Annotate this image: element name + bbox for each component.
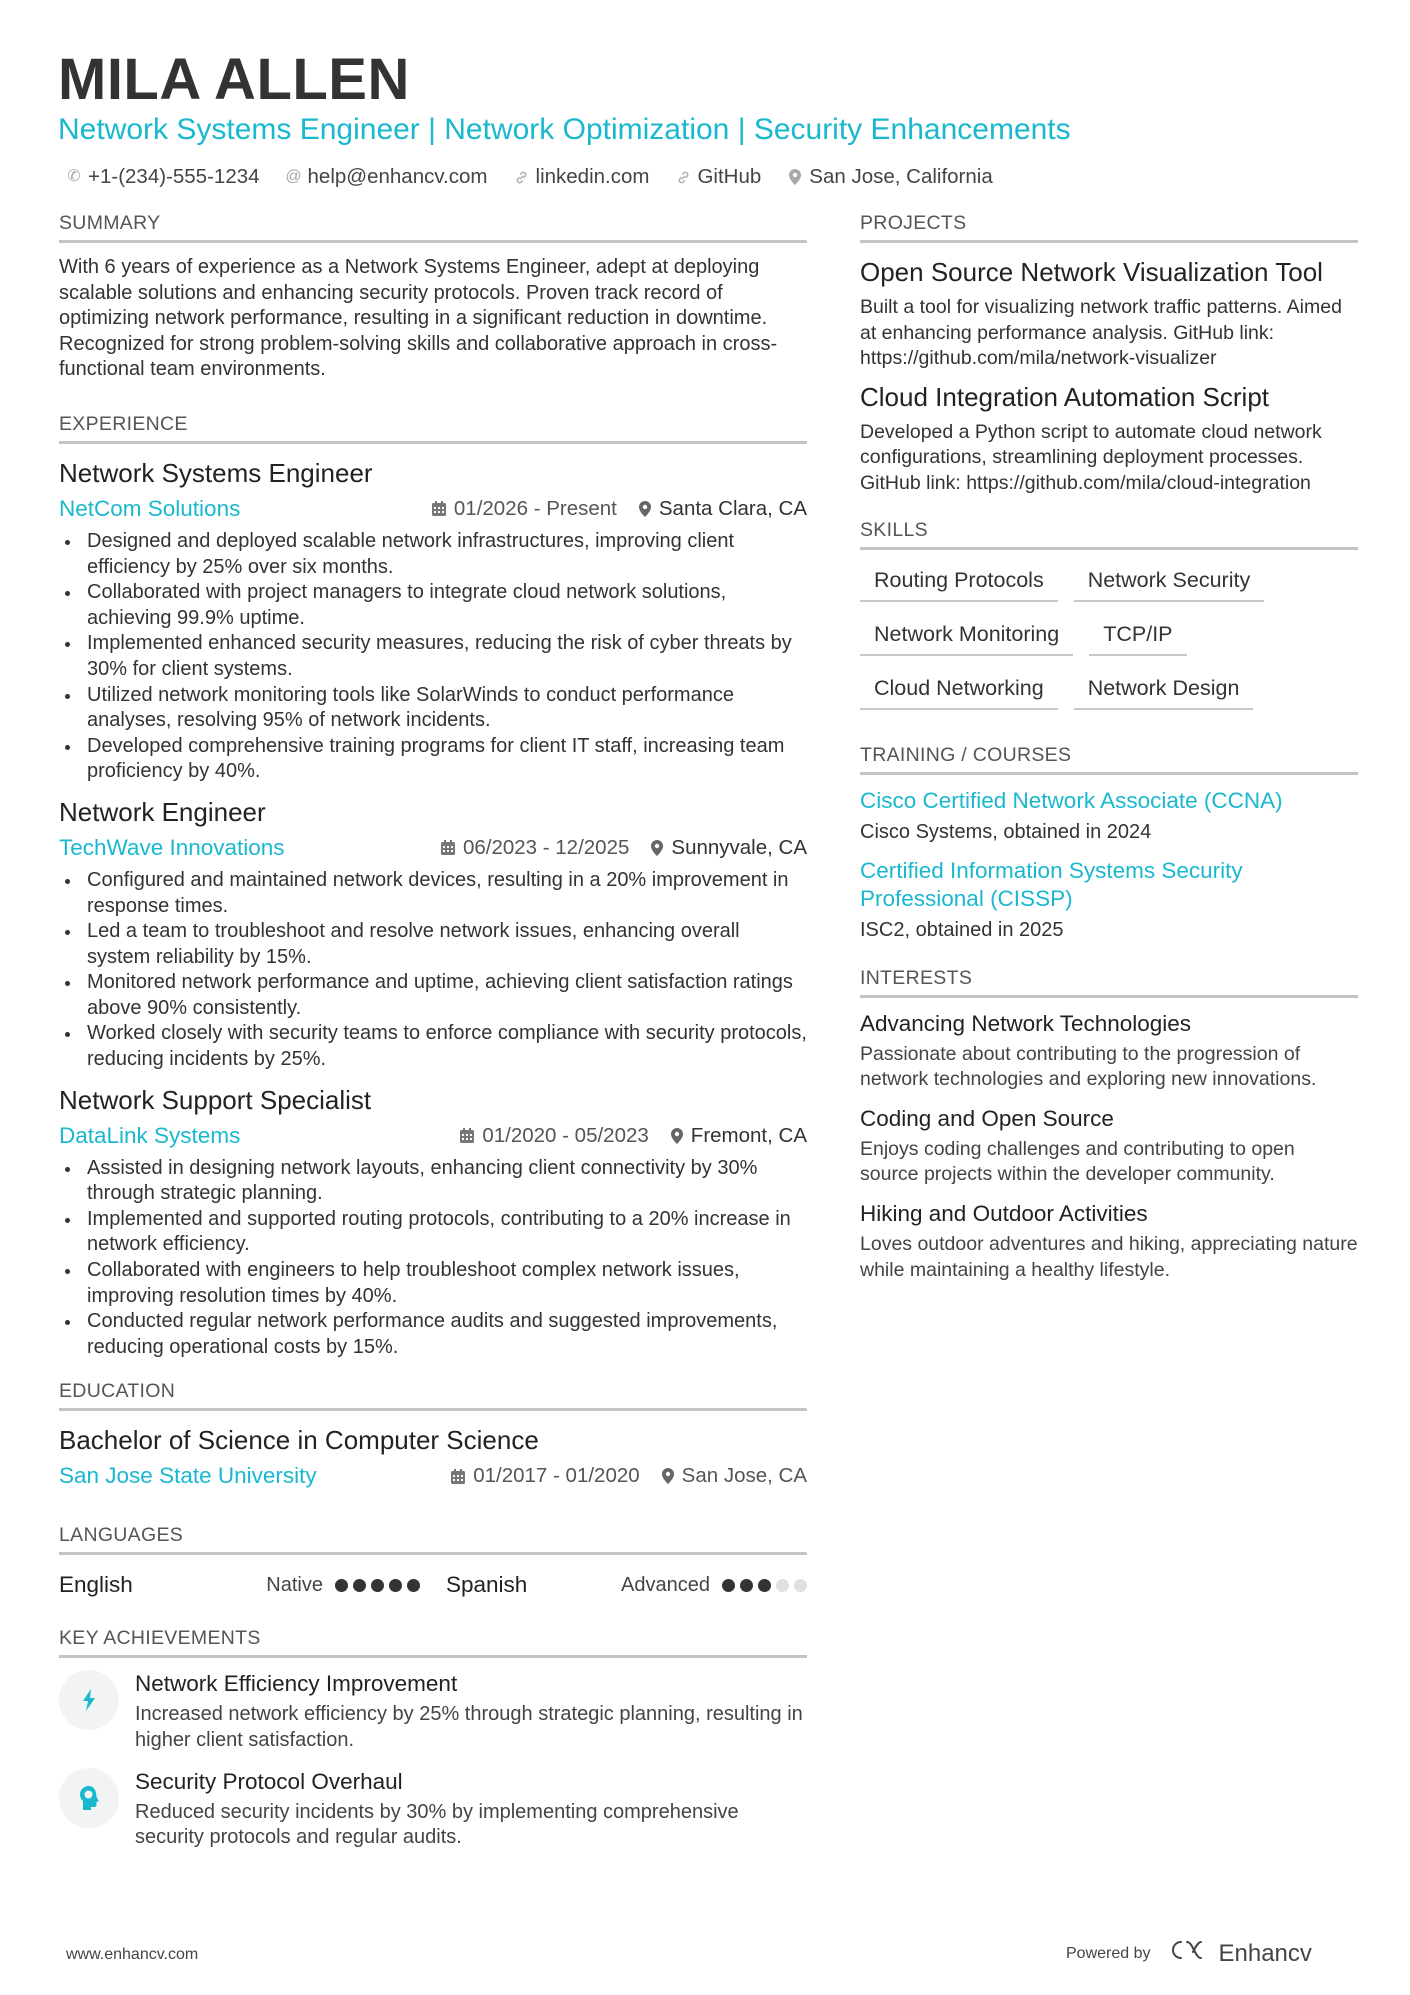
skill-tag: Network Monitoring [860,616,1073,656]
phone-icon: ✆ [67,168,81,185]
project-item [860,255,1358,372]
footer-website-link[interactable]: www.enhancv.com [66,1946,199,1963]
calendar-icon [451,1469,465,1484]
headline: Network Systems Engineer | Network Optimization | Security Enhancements [58,113,1071,146]
course-item [860,787,1358,845]
proficiency-dots [722,1579,807,1592]
link-icon [675,170,691,185]
skill-tag: Network Security [1074,562,1265,602]
proficiency-dots [335,1579,420,1592]
section-title: SUMMARY [59,212,161,234]
job-location: Fremont, CA [690,1123,807,1147]
achievement-item [59,1768,807,1851]
school-name: San Jose State University [59,1463,317,1489]
project-desc: Built a tool for visualizing network traffic patterns. Aimed at enhancing performance analysis. GitHub link: https://github.com/mila/network-visualizer [860,296,1342,370]
education-location: San Jose, CA [681,1464,807,1488]
achievement-item [59,1670,807,1753]
skill-tag: Cloud Networking [860,670,1058,710]
interest-title: Coding and Open Source [860,1105,1114,1131]
achievement-desc: Reduced security incidents by 30% by implementing comprehensive security protocols and regular audits. [135,1800,739,1849]
section-divider [59,1552,807,1555]
interest-title: Advancing Network Technologies [860,1010,1192,1036]
skills-list [860,562,1358,710]
footer-branding[interactable] [1066,1938,1312,1969]
achievement-title: Network Efficiency Improvement [135,1671,458,1697]
skills-section [860,517,1358,710]
course-provider: Cisco Systems, obtained in 2024 [860,820,1152,843]
job-entry [59,456,807,785]
skill-tag: Network Design [1074,670,1254,710]
bullet-item: Monitored network performance and uptime, achieving client satisfaction ratings above 90% consistently. [59,970,807,1021]
job-location: Sunnyvale, CA [671,835,807,859]
section-divider [59,1655,807,1658]
contact-github[interactable]: GitHub [675,164,761,190]
lightning-bolt-icon [59,1670,119,1730]
job-location: Santa Clara, CA [658,496,807,520]
job-bullets [59,529,807,785]
contact-location: San Jose, California [787,164,992,190]
project-title: Cloud Integration Automation Script [860,381,1270,412]
language-level: Advanced [621,1573,710,1596]
bullet-item: Collaborated with project managers to integrate cloud network solutions, achieving 99.9% uptime. [59,580,807,631]
contact-linkedin[interactable]: linkedin.com [514,164,650,190]
bullet-item: Worked closely with security teams to enforce compliance with security protocols, reducing incidents by 25%. [59,1021,807,1072]
location-icon [671,1128,683,1144]
powered-by-label: Powered by [1066,1944,1151,1962]
bullet-item: Developed comprehensive training programs for client IT staff, increasing team proficiency by 40%. [59,734,807,785]
interest-item [860,1200,1358,1283]
language-level: Native [266,1573,323,1596]
education-dates: 01/2017 - 01/2020 [473,1464,640,1488]
degree-title: Bachelor of Science in Computer Science [59,1425,539,1456]
education-section [59,1378,807,1492]
language-item [59,1572,420,1598]
interests-section [860,965,1358,1284]
summary-section [59,210,807,383]
job-entry [59,795,807,1073]
location-icon [787,169,803,185]
interest-title: Hiking and Outdoor Activities [860,1200,1148,1226]
job-dates: 01/2020 - 05/2023 [482,1123,649,1147]
bullet-item: Assisted in designing network layouts, enhancing client connectivity by 30% through strategic planning. [59,1156,807,1207]
project-title: Open Source Network Visualization Tool [860,257,1323,287]
interest-desc: Passionate about contributing to the progression of network technologies and exploring new innovations. [860,1042,1317,1091]
company-name: TechWave Innovations [59,834,285,860]
languages-section [59,1522,807,1603]
language-item [446,1572,807,1598]
enhancv-logo-icon [1165,1938,1211,1969]
job-title: Network Engineer [59,796,266,827]
summary-text: With 6 years of experience as a Network Systems Engineer, adept at deploying scalable solutions and enhancing security protocols. Proven track record of optimizing network performance, resulting in a significant reduction in downtime. Recognized for strong problem-solving skills and collaborative approach in cross-functional team environments. [59,256,778,381]
contact-phone[interactable]: ✆ +1-(234)-555-1234 [67,165,260,188]
achievement-title: Security Protocol Overhaul [135,1768,403,1794]
section-divider [59,441,807,444]
projects-section [860,210,1358,497]
section-title: PROJECTS [860,212,967,234]
section-title: EDUCATION [59,1380,176,1403]
language-name: Spanish [446,1572,528,1598]
section-title: LANGUAGES [59,1524,184,1547]
interest-item [860,1010,1358,1093]
section-title: SKILLS [860,518,928,541]
company-name: DataLink Systems [59,1122,241,1148]
bullet-item: Implemented and supported routing protocols, contributing to a 20% increase in network efficiency. [59,1207,807,1258]
bullet-item: Conducted regular network performance audits and suggested improvements, reducing operational costs by 15%. [59,1309,807,1360]
bullet-item: Configured and maintained network devices, resulting in a 20% improvement in response times. [59,868,807,919]
left-column [59,210,807,1863]
candidate-name: MILA ALLEN [58,47,410,112]
section-divider [59,1408,807,1411]
language-name: English [59,1572,133,1598]
section-title: KEY ACHIEVEMENTS [59,1627,261,1650]
interest-desc: Loves outdoor adventures and hiking, appreciating nature while maintaining a healthy lifestyle. [860,1232,1358,1281]
section-divider [860,547,1358,550]
bullet-item: Led a team to troubleshoot and resolve network issues, enhancing overall system reliability by 15%. [59,919,807,970]
contact-email[interactable]: @ help@enhancv.com [285,165,488,188]
achievement-desc: Increased network efficiency by 25% through strategic planning, resulting in higher client satisfaction. [135,1703,803,1751]
job-title: Network Systems Engineer [59,457,373,488]
location-icon [662,1468,674,1484]
company-name: NetCom Solutions [59,495,241,521]
location-icon [639,501,651,517]
section-divider [59,240,807,243]
skill-tag: Routing Protocols [860,562,1058,602]
interest-item [860,1105,1358,1188]
head-brain-icon [59,1768,119,1828]
achievements-section [59,1625,807,1850]
calendar-icon [441,840,455,855]
training-section [860,742,1358,943]
link-icon [514,170,530,185]
section-divider [860,240,1358,243]
section-title: INTERESTS [860,966,973,989]
right-column [860,210,1358,1295]
skill-tag: TCP/IP [1089,616,1186,656]
experience-section [59,411,807,1360]
course-provider: ISC2, obtained in 2025 [860,918,1064,941]
job-bullets [59,1156,807,1361]
calendar-icon [432,501,446,516]
course-item [860,857,1358,943]
bullet-item: Utilized network monitoring tools like SolarWinds to conduct performance analyses, resolving 95% of network incidents. [59,683,807,734]
at-icon: @ [285,168,302,185]
job-bullets [59,868,807,1073]
bullet-item: Implemented enhanced security measures, reducing the risk of cyber threats by 30% for client systems. [59,631,807,682]
course-title: Cisco Certified Network Associate (CCNA) [860,787,1283,813]
bullet-item: Designed and deployed scalable network infrastructures, improving client efficiency by 25% over six months. [59,529,807,580]
course-title: Certified Information Systems Security Professional (CISSP) [860,857,1243,911]
section-divider [860,995,1358,998]
project-item [860,380,1358,497]
section-title: TRAINING / COURSES [860,743,1072,766]
interest-desc: Enjoys coding challenges and contributing to open source projects within the developer community. [860,1137,1295,1186]
project-desc: Developed a Python script to automate cloud network configurations, streamlining deployment processes. GitHub link: https://github.com/mila/cloud-integration [860,420,1322,494]
job-dates: 01/2026 - Present [453,496,617,520]
bullet-item: Collaborated with engineers to help troubleshoot complex network issues, improving resolution times by 40%. [59,1258,807,1309]
section-title: EXPERIENCE [59,412,188,435]
section-divider [860,772,1358,775]
job-entry [59,1083,807,1361]
job-dates: 06/2023 - 12/2025 [462,835,630,859]
brand-name: Enhancv [1218,1939,1312,1967]
contact-bar [66,164,993,190]
job-title: Network Support Specialist [59,1084,372,1115]
location-icon [651,840,663,856]
calendar-icon [460,1128,474,1143]
